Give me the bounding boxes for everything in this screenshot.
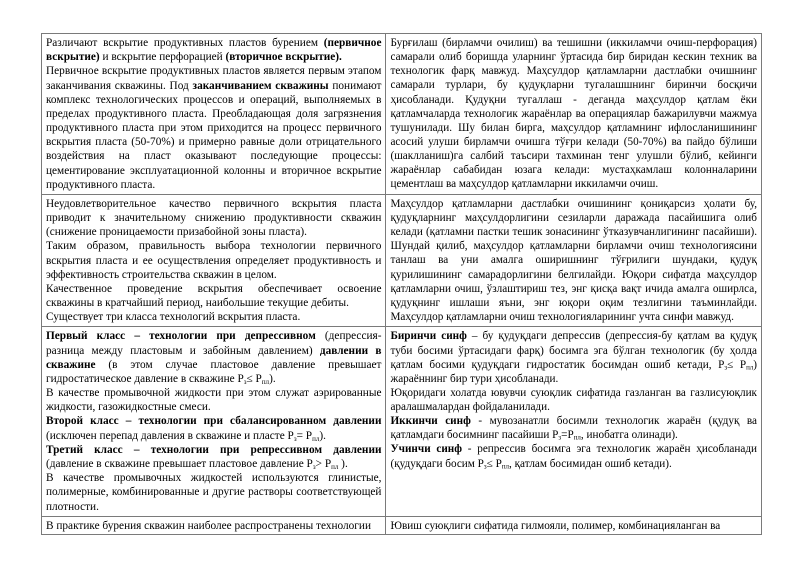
table-cell-russian-row3 [42, 327, 386, 516]
paragraph-ru-r2-p2: Таким образом, правильность выбора технологии первичного вскрытия пласта и ее осуществления определяет продуктивность и эффективность строительства скважин в целом. [46, 240, 382, 281]
table-row [42, 516, 762, 534]
table-cell-uzbek-row3 [386, 327, 762, 516]
subscript: з [483, 462, 487, 471]
bold-run: давлении в скважине [46, 344, 382, 371]
text-run: (исключен перепад давления в скважине и пласте Р [46, 429, 294, 442]
table-cell-uzbek-row4 [386, 516, 762, 534]
bold-run: Биринчи синф [390, 330, 467, 343]
paragraph-uz-r3-p1 [390, 329, 757, 386]
text-run: = Р [296, 429, 313, 442]
paragraph-uz-r2-p1: Маҳсулдор қатламларни дастлабки очишининг қониқарсиз ҳолати бу, қудуқларнинг маҳсулдорлигини сезиларли даражада пасайишига олиб келади (қатламни пастки тешик зонасининг ўтказувчанлигининг пасайиши). Шундай қилиб, маҳсулдор қатламларни бирламчи очиш технологиясини танлаш ва уни амалга оширишнинг тўғрилиги шундаки, қудуқ қурилишининг самарадорлигини белгилайди. Юқори сифатда маҳсулдор қатламларни очиш, ўзлаштириш тез, энг қисқа вақт ичида амалга оширлса, қудуқнинг ишлаши яъни, энг юқори оқим тезлигини таъминлайди. Маҳсулдор қатламларни очиш технологияларининг учта синфи мавжуд. [390, 197, 757, 323]
text-run: Первичное вскрытие продуктивных пластов является первым этапом заканчивания скважины. Под [46, 65, 382, 92]
paragraph-ru-r4-p1: В практике бурения скважин наиболее распространены технологии [46, 519, 372, 532]
subscript: пл [331, 462, 339, 471]
text-run: ≤ Р [246, 372, 262, 385]
paragraph-uz-r3-p4 [390, 442, 757, 470]
paragraph-ru-r3-p4 [46, 443, 381, 471]
bold-run: Иккинчи синф [390, 415, 471, 428]
subscript: пл [312, 434, 320, 443]
subscript: з [243, 377, 247, 386]
table-cell-russian-row2 [42, 194, 386, 327]
bold-run: Первый класс – технологии при депрессивном [46, 330, 316, 343]
paragraph-uz-r1-p1: Бурғилаш (бирламчи очилиш) ва тешишни (иккиламчи очиш-перфорация) самарали олиб боришда уларнинг ўртасида бир биридан кескин техник ва технологик фарқ мавжуд. Маҳсулдор қатламларни дастлабки очишнинг самарали турлари, бу қудуқларни тугалашшнинг биринчи босқичи ҳисобланади. Қудуқни тугаллаш - деганда маҳсулдор қатлам ёки қатламчаларда технологик жараёнлар ва операциялар бажарилувчи мажмуа тушунилади. Шу билан бирга, маҳсулдор қатламнинг ифлосланишининг асосий улуши бирламчи очишга тўғри келади (50-70%) ва пайдо бўлиши (шаклланиш)га салбий таъсири тахминан тенг улушли бўлиб, кейинги жараёнлар сабабидан юзага келади: мустаҳкамлаш колонналарини цементлаш ва маҳсулдор қатламларни иккиламчи очиш. [390, 37, 757, 191]
text-run: - репрессив босимга эга технологик жараён ҳисобланади (қудуқдаги босим Р [390, 443, 757, 470]
table-row [42, 194, 762, 327]
bold-run: Второй класс – технологии при сбалансированном давлении [46, 415, 382, 428]
subscript: з [558, 434, 562, 443]
table-cell-russian-row1 [42, 34, 386, 195]
table-cell-uzbek-row2 [386, 194, 762, 327]
table-cell-uzbek-row1 [386, 34, 762, 195]
table-row [42, 34, 762, 195]
bold-run: (первичное вскрытие) [46, 37, 382, 64]
paragraph-ru-r3-p3 [46, 414, 381, 442]
text-run: ). [319, 429, 326, 442]
subscript: пл [501, 462, 509, 471]
bilingual-comparison-table [41, 33, 762, 535]
paragraph-ru-r2-p3: Качественное проведение вскрытия обеспечивает освоение скважины в кратчайший период, наибольшие текущие дебиты. [46, 282, 382, 310]
paragraph-ru-r1-p2 [46, 64, 381, 192]
text-run: > Р [315, 457, 332, 470]
text-run: и вскрытие перфорацией [99, 51, 226, 64]
subscript: пл [746, 363, 754, 372]
text-run: (в этом случае пластовое давление превышает гидростатическое давление в скважине Р [46, 358, 382, 385]
text-run: , инобатга олинади). [580, 429, 678, 442]
paragraph-uz-r3-p2: Юқоридаги холатда ювувчи суюқлик сифатида газланган ва газлисуюқлик аралашмалардан фойдаланилади. [390, 386, 757, 414]
text-run: – бу қудуқдаги депрессив (депрессия-бу қатлам ва қудуқ туби босими ўртасидаги фарқ) босимга эга бўлган технологик (бу ҳолда қатлам босими қудуқдаги гидростатик босимдан ошиб кетади, Р [390, 330, 757, 371]
text-run: Различают вскрытие продуктивных пластов бурением [46, 37, 324, 49]
table-cell-russian-row4 [42, 516, 386, 534]
bold-run: (вторичное вскрытие). [225, 51, 342, 64]
text-run: ). [338, 457, 348, 470]
paragraph-uz-r4-p1: Ювиш суюқлиги сифатида гилмояли, полимер, комбинацияланган ва [390, 519, 721, 532]
text-run: ) жараённинг бир тури ҳисобланади. [390, 358, 757, 385]
text-run: , қатлам босимидан ошиб кетади). [509, 457, 672, 470]
text-run: понимают комплекс технологических процессов и операций, выполняемых в пределах продуктивного пласта. Преобладающая доля загрязнения продуктивного пласта при этом приходится на процесс первичного вскрытия пласта (50-70%) и примерно равные доли отрицательного воздействия на пласт оказывают последующие процессы: цементирование эксплуатационной колонны и вторичное вскрытие продуктивного пласта. [46, 79, 382, 191]
paragraph-uz-r3-p3 [390, 414, 757, 442]
subscript: пл [573, 434, 581, 443]
bold-run: заканчиванием скважины [192, 79, 329, 92]
paragraph-ru-r3-p5: В качестве промывочных жидкостей используются глинистые, полимерные, комбинированные и другие растворы соответствующей плотности. [46, 472, 382, 513]
subscript: з [312, 462, 316, 471]
paragraph-ru-r3-p2: В качестве промывочной жидкости при этом служат аэрированные жидкости, газожидкостные смеси. [46, 387, 382, 414]
text-run: ≤ Р [486, 457, 502, 470]
text-run: ≤ Р [727, 358, 747, 371]
paragraph-ru-r2-p1: Неудовлетворительное качество первичного вскрытия пласта приводит к значительному снижению продуктивности скважин (снижение проницаемости призабойной зоны пласта). [46, 197, 382, 239]
text-run: =Р [561, 429, 574, 442]
text-run: - мувозанатли босимли технологик жараён (қудуқ ва қатламдаги босимнинг пасайиши Р [390, 415, 758, 442]
subscript: з [293, 434, 297, 443]
paragraph-ru-r1-p1 [46, 36, 381, 64]
bold-run: Третий класс – технологии при репрессивном давлении [46, 443, 382, 456]
subscript: з [724, 363, 728, 372]
text-run: (давление в скважине превышает пластовое давление Р [46, 457, 313, 470]
table-row [42, 327, 762, 516]
text-run: ). [269, 372, 276, 385]
subscript: пл [261, 377, 270, 386]
text-run: (депрессия-разница между пластовым и забойным давлением) [46, 330, 382, 357]
paragraph-ru-r3-p1 [46, 329, 381, 386]
bold-run: Учинчи синф [390, 443, 462, 456]
paragraph-ru-r2-p4: Существует три класса технологий вскрытия пласта. [46, 311, 301, 324]
